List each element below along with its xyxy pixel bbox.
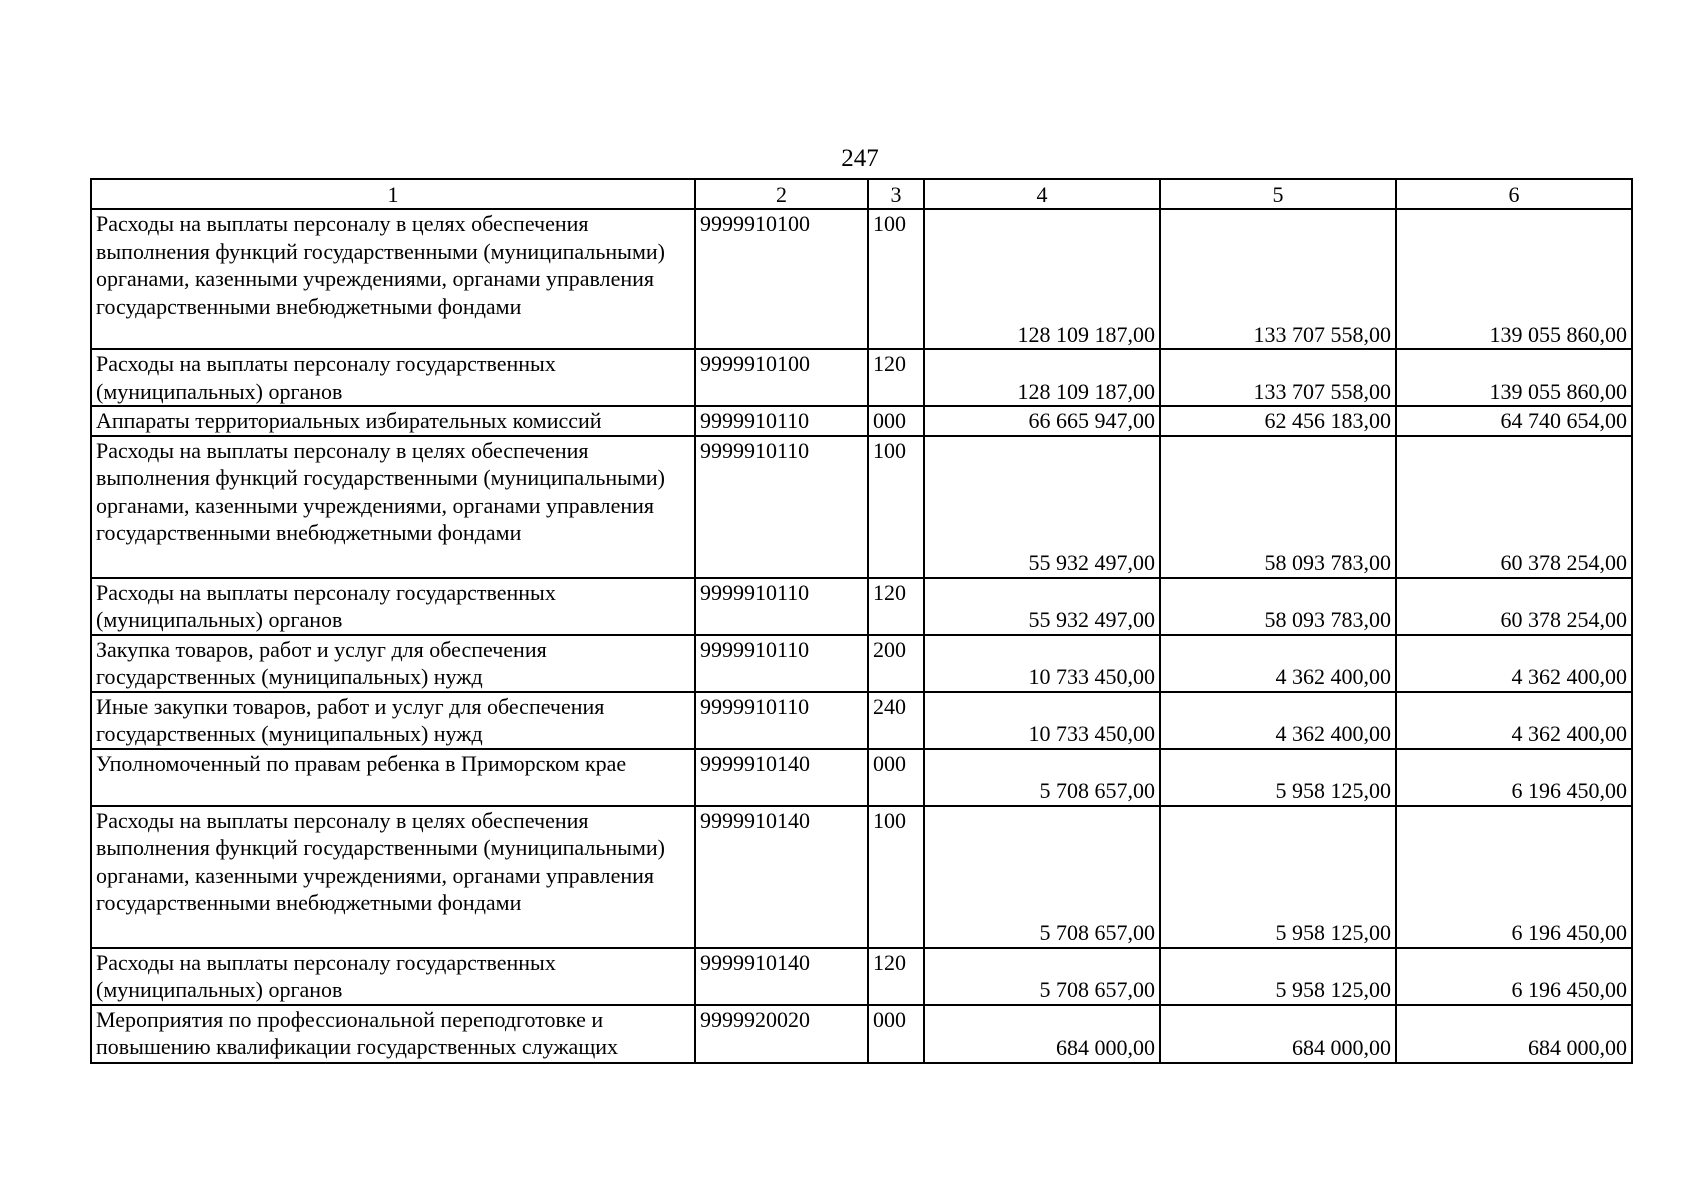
table-row bbox=[91, 349, 1632, 406]
table-row bbox=[91, 436, 1632, 578]
row-value-5: 4 362 400,00 bbox=[1160, 635, 1396, 692]
row-type: 120 bbox=[868, 578, 924, 635]
header-col-1: 1 bbox=[91, 179, 695, 209]
row-code: 9999910110 bbox=[695, 436, 868, 578]
row-value-4: 5 708 657,00 bbox=[924, 948, 1160, 1005]
row-value-5: 684 000,00 bbox=[1160, 1005, 1396, 1063]
row-value-5: 62 456 183,00 bbox=[1160, 406, 1396, 436]
row-value-4: 10 733 450,00 bbox=[924, 635, 1160, 692]
row-value-6: 6 196 450,00 bbox=[1396, 749, 1632, 806]
row-value-6: 139 055 860,00 bbox=[1396, 209, 1632, 349]
header-col-3: 3 bbox=[868, 179, 924, 209]
row-type: 100 bbox=[868, 209, 924, 349]
row-value-5: 5 958 125,00 bbox=[1160, 948, 1396, 1005]
row-name: Расходы на выплаты персоналу государственных (муниципальных) органов bbox=[91, 948, 695, 1005]
row-type: 120 bbox=[868, 349, 924, 406]
row-value-6: 684 000,00 bbox=[1396, 1005, 1632, 1063]
row-value-4: 55 932 497,00 bbox=[924, 578, 1160, 635]
row-type: 200 bbox=[868, 635, 924, 692]
table-row bbox=[91, 578, 1632, 635]
row-type: 100 bbox=[868, 806, 924, 948]
row-name: Аппараты территориальных избирательных комиссий bbox=[91, 406, 695, 436]
table-row bbox=[91, 406, 1632, 436]
row-type: 100 bbox=[868, 436, 924, 578]
table-row bbox=[91, 806, 1632, 948]
table-row bbox=[91, 209, 1632, 349]
row-value-5: 5 958 125,00 bbox=[1160, 749, 1396, 806]
row-type: 120 bbox=[868, 948, 924, 1005]
table-header bbox=[91, 179, 1632, 209]
row-name: Закупка товаров, работ и услуг для обеспечения государственных (муниципальных) нужд bbox=[91, 635, 695, 692]
row-value-4: 5 708 657,00 bbox=[924, 806, 1160, 948]
row-name: Уполномоченный по правам ребенка в Приморском крае bbox=[91, 749, 695, 806]
row-name: Расходы на выплаты персоналу государственных (муниципальных) органов bbox=[91, 578, 695, 635]
row-code: 9999910110 bbox=[695, 578, 868, 635]
row-value-5: 5 958 125,00 bbox=[1160, 806, 1396, 948]
row-value-4: 5 708 657,00 bbox=[924, 749, 1160, 806]
row-type: 240 bbox=[868, 692, 924, 749]
row-value-6: 60 378 254,00 bbox=[1396, 578, 1632, 635]
row-value-6: 6 196 450,00 bbox=[1396, 806, 1632, 948]
header-col-5: 5 bbox=[1160, 179, 1396, 209]
row-name: Иные закупки товаров, работ и услуг для обеспечения государственных (муниципальных) нужд bbox=[91, 692, 695, 749]
table-row bbox=[91, 1005, 1632, 1063]
row-value-6: 60 378 254,00 bbox=[1396, 436, 1632, 578]
row-name: Расходы на выплаты персоналу в целях обеспечения выполнения функций государственными (муниципальными) органами, казенными учреждениями, органами управления государственными внебюджетными фондами bbox=[91, 209, 695, 349]
row-value-5: 58 093 783,00 bbox=[1160, 578, 1396, 635]
header-col-6: 6 bbox=[1396, 179, 1632, 209]
budget-table bbox=[90, 178, 1633, 1064]
row-value-5: 133 707 558,00 bbox=[1160, 349, 1396, 406]
header-col-2: 2 bbox=[695, 179, 868, 209]
page-number: 247 bbox=[841, 145, 879, 172]
row-type: 000 bbox=[868, 1005, 924, 1063]
row-code: 9999910100 bbox=[695, 209, 868, 349]
table-row bbox=[91, 635, 1632, 692]
row-value-6: 4 362 400,00 bbox=[1396, 692, 1632, 749]
row-value-5: 4 362 400,00 bbox=[1160, 692, 1396, 749]
row-value-6: 139 055 860,00 bbox=[1396, 349, 1632, 406]
row-code: 9999910140 bbox=[695, 948, 868, 1005]
row-value-5: 133 707 558,00 bbox=[1160, 209, 1396, 349]
row-value-6: 4 362 400,00 bbox=[1396, 635, 1632, 692]
row-value-6: 6 196 450,00 bbox=[1396, 948, 1632, 1005]
table-row bbox=[91, 948, 1632, 1005]
row-type: 000 bbox=[868, 749, 924, 806]
row-value-6: 64 740 654,00 bbox=[1396, 406, 1632, 436]
table-row bbox=[91, 692, 1632, 749]
row-value-5: 58 093 783,00 bbox=[1160, 436, 1396, 578]
row-value-4: 128 109 187,00 bbox=[924, 349, 1160, 406]
row-code: 9999910140 bbox=[695, 806, 868, 948]
row-value-4: 55 932 497,00 bbox=[924, 436, 1160, 578]
row-type: 000 bbox=[868, 406, 924, 436]
row-value-4: 128 109 187,00 bbox=[924, 209, 1160, 349]
header-col-4: 4 bbox=[924, 179, 1160, 209]
row-code: 9999910110 bbox=[695, 635, 868, 692]
row-code: 9999910140 bbox=[695, 749, 868, 806]
header-row bbox=[91, 179, 1632, 209]
row-value-4: 684 000,00 bbox=[924, 1005, 1160, 1063]
row-name: Расходы на выплаты персоналу в целях обеспечения выполнения функций государственными (муниципальными) органами, казенными учреждениями, органами управления государственными внебюджетными фондами bbox=[91, 806, 695, 948]
row-code: 9999910110 bbox=[695, 406, 868, 436]
row-code: 9999910110 bbox=[695, 692, 868, 749]
table-row bbox=[91, 749, 1632, 806]
row-name: Расходы на выплаты персоналу в целях обеспечения выполнения функций государственными (муниципальными) органами, казенными учреждениями, органами управления государственными внебюджетными фондами bbox=[91, 436, 695, 578]
row-value-4: 66 665 947,00 bbox=[924, 406, 1160, 436]
table-body bbox=[91, 209, 1632, 1063]
row-code: 9999920020 bbox=[695, 1005, 868, 1063]
row-name: Мероприятия по профессиональной переподготовке и повышению квалификации государственных служащих bbox=[91, 1005, 695, 1063]
row-value-4: 10 733 450,00 bbox=[924, 692, 1160, 749]
row-code: 9999910100 bbox=[695, 349, 868, 406]
row-name: Расходы на выплаты персоналу государственных (муниципальных) органов bbox=[91, 349, 695, 406]
